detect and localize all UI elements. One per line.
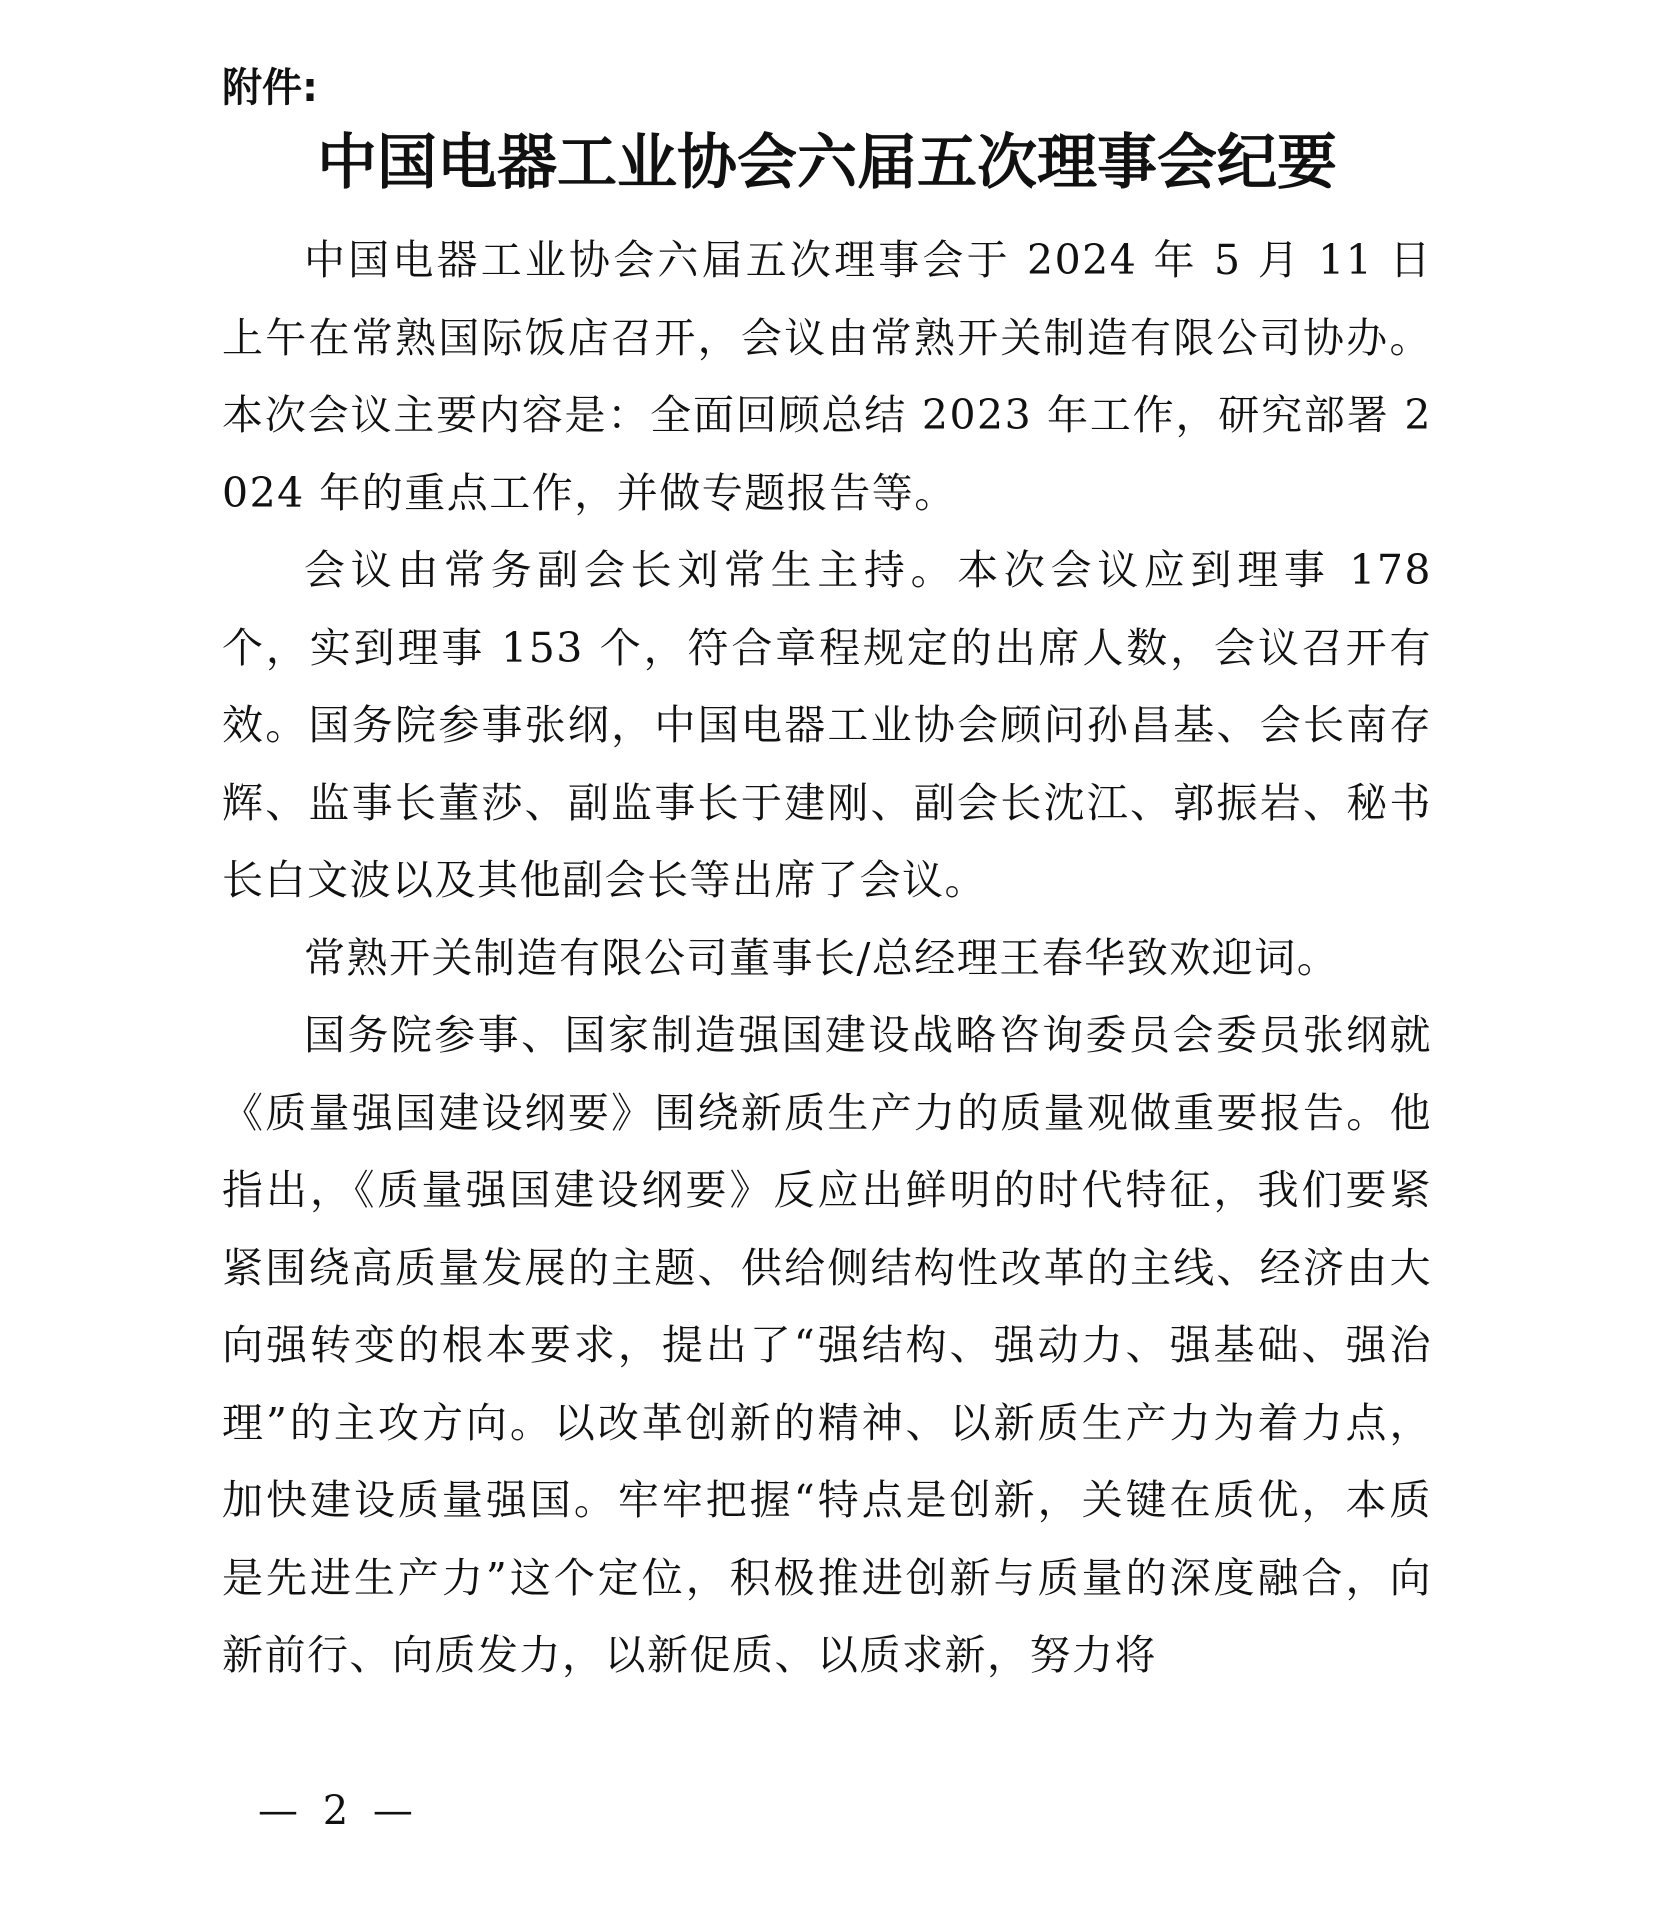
document-body <box>222 222 1432 1695</box>
paragraph-welcome-speech: 常熟开关制造有限公司董事长/总经理王春华致欢迎词。 <box>304 933 1340 982</box>
attachment-label: 附件: <box>222 65 318 111</box>
paragraph-attendance: 会议由常务副会长刘常生主持。本次会议应到理事 178 个，实到理事 153 个，符合章程规定的出席人数，会议召开有效。国务院参事张纲，中国电器工业协会顾问孙昌基、会长南存辉、监事长董莎、副监事长于建刚、副会长沈江、郭振岩、秘书长白文波以及其他副会长等出席了会议。 <box>222 546 1432 904</box>
paragraph-keynote-report: 国务院参事、国家制造强国建设战略咨询委员会委员张纲就《质量强国建设纲要》围绕新质生产力的质量观做重要报告。他指出，《质量强国建设纲要》反应出鲜明的时代特征，我们要紧紧围绕高质量发展的主题、供给侧结构性改革的主线、经济由大向强转变的根本要求，提出了“强结构、强动力、强基础、强治理”的主攻方向。以改革创新的精神、以新质生产力为着力点，加快建设质量强国。牢牢把握“特点是创新，关键在质优，本质是先进生产力”这个定位，积极推进创新与质量的深度融合，向新前行、向质发力，以新促质、以质求新，努力将 <box>222 1011 1432 1679</box>
page-number: — 2 — <box>258 1788 419 1834</box>
paragraph-meeting-overview: 中国电器工业协会六届五次理事会于 2024 年 5 月 11 日上午在常熟国际饭店召开，会议由常熟开关制造有限公司协办。本次会议主要内容是：全面回顾总结 2023 年工作，研究部署 2024 年的重点工作，并做专题报告等。 <box>222 236 1432 517</box>
document-title: 中国电器工业协会六届五次理事会纪要 <box>317 128 1337 198</box>
